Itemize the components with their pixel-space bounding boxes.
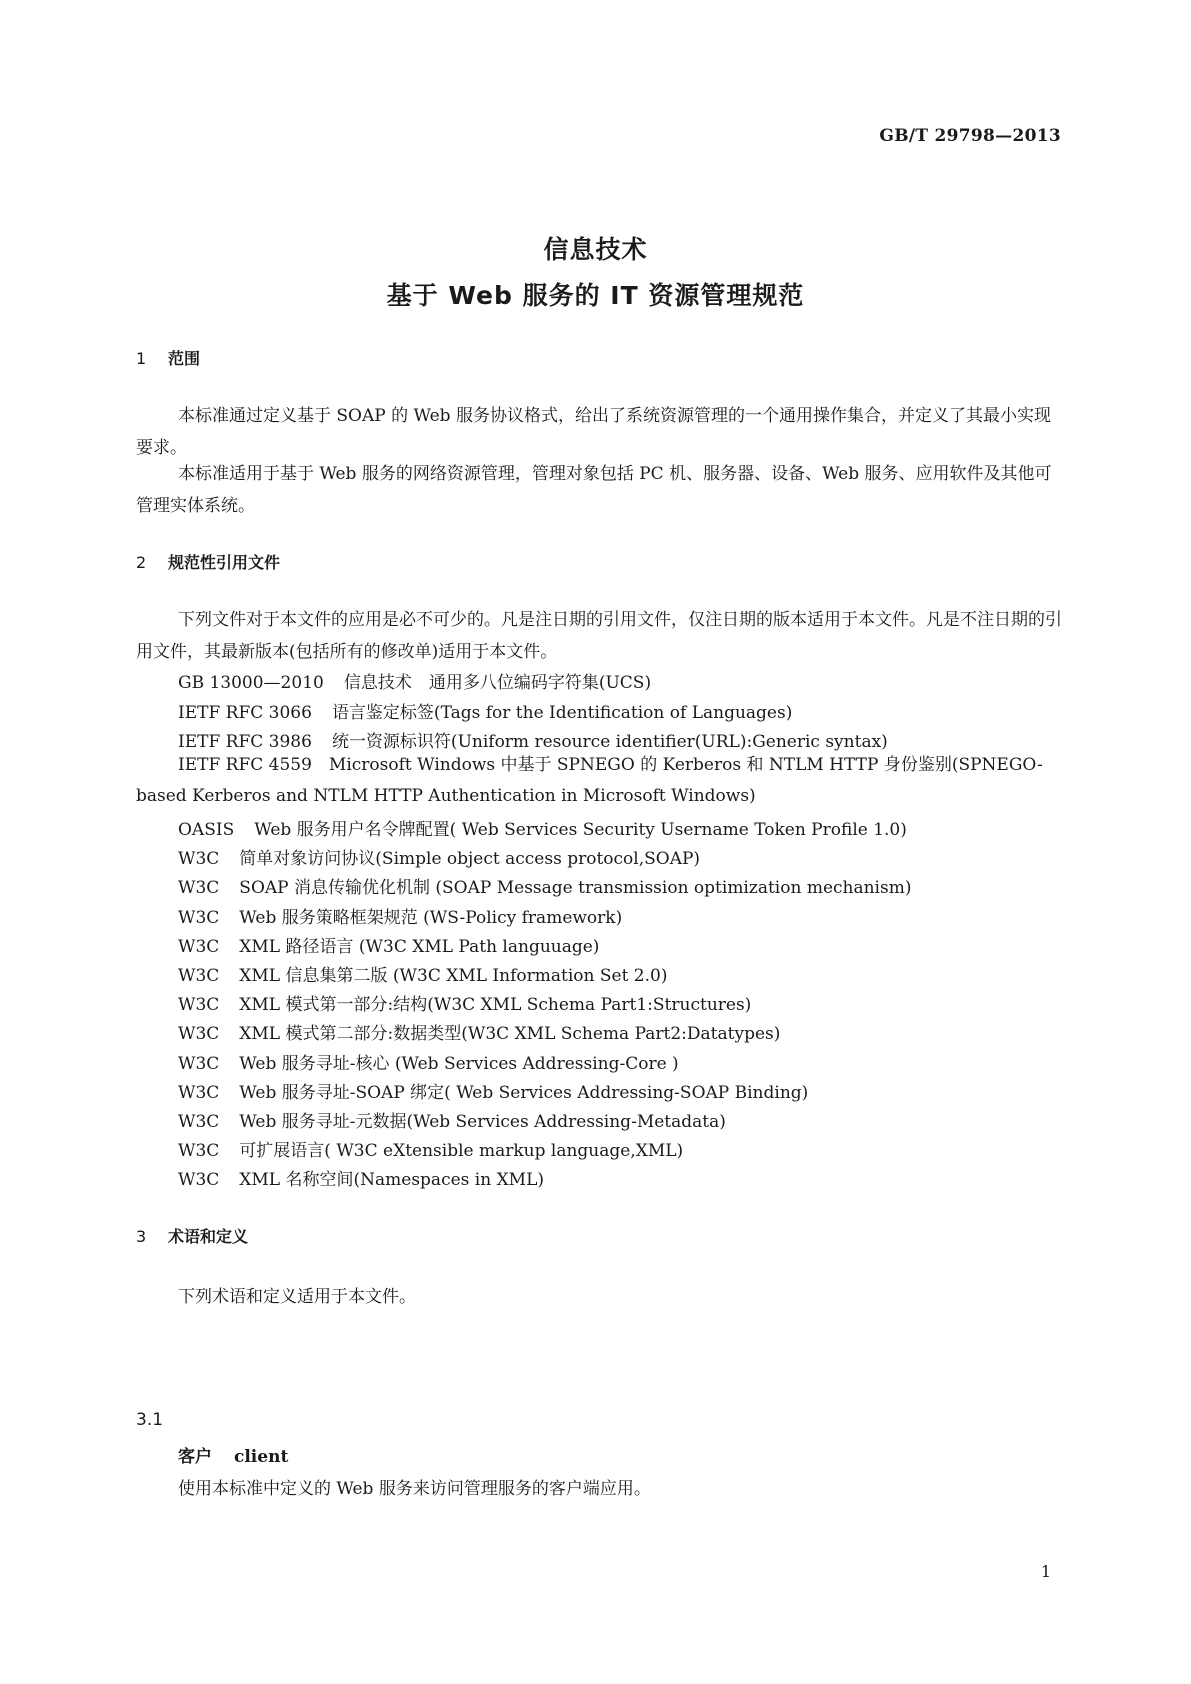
section-2-heading bbox=[136, 550, 280, 573]
reference-title: 可扩展语言( W3C eXtensible markup language,XML) bbox=[239, 1141, 684, 1161]
reference-title: Web 服务策略框架规范 (WS-Policy framework) bbox=[239, 908, 623, 928]
reference-title: XML 模式第一部分:结构(W3C XML Schema Part1:Structures) bbox=[239, 995, 752, 1015]
reference-code: W3C bbox=[178, 966, 220, 986]
reference-code: W3C bbox=[178, 1054, 220, 1074]
reference-code: W3C bbox=[178, 849, 220, 869]
reference-item bbox=[178, 844, 700, 869]
standard-number: GB/T 29798—2013 bbox=[879, 126, 1061, 146]
reference-code: W3C bbox=[178, 1141, 220, 1161]
term-definition: 使用本标准中定义的 Web 服务来访问管理服务的客户端应用。 bbox=[178, 1479, 651, 1499]
reference-item bbox=[178, 990, 751, 1015]
section-title: 规范性引用文件 bbox=[168, 553, 281, 572]
reference-item bbox=[178, 698, 792, 723]
reference-code: W3C bbox=[178, 878, 220, 898]
reference-title: Web 服务寻址-元数据(Web Services Addressing-Metadata) bbox=[239, 1112, 726, 1132]
reference-title: 统一资源标识符(Uniform resource identifier(URL):Generic syntax) bbox=[331, 732, 888, 752]
reference-title: Web 服务寻址-核心 (Web Services Addressing-Core ) bbox=[239, 1054, 679, 1074]
reference-item bbox=[178, 932, 599, 957]
reference-code: GB 13000—2010 bbox=[178, 673, 324, 693]
title-line-1: 信息技术 bbox=[543, 235, 648, 264]
reference-item bbox=[178, 727, 888, 752]
paragraph: 下列术语和定义适用于本文件。 bbox=[178, 1287, 416, 1307]
reference-item bbox=[178, 1165, 544, 1190]
reference-item bbox=[178, 1019, 780, 1044]
reference-item bbox=[178, 815, 907, 840]
reference-code: W3C bbox=[178, 1112, 220, 1132]
reference-title: XML 路径语言 (W3C XML Path languuage) bbox=[239, 937, 600, 957]
reference-item-long: IETF RFC 4559 Microsoft Windows 中基于 SPNEGO 的 Kerberos 和 NTLM HTTP 身份鉴别(SPNEGO-based Kerberos and NTLM HTTP Authentication in Microsoft Windows) bbox=[136, 755, 1043, 806]
section-title: 范围 bbox=[168, 349, 201, 368]
reference-item bbox=[178, 1136, 683, 1161]
reference-code: W3C bbox=[178, 995, 220, 1015]
reference-item bbox=[178, 668, 651, 693]
reference-title: Web 服务用户名令牌配置( Web Services Security Username Token Profile 1.0) bbox=[254, 820, 907, 840]
reference-title: XML 名称空间(Namespaces in XML) bbox=[239, 1170, 544, 1190]
reference-title: XML 信息集第二版 (W3C XML Information Set 2.0) bbox=[239, 966, 668, 986]
reference-item bbox=[178, 903, 622, 928]
reference-item bbox=[178, 873, 911, 898]
section-number: 2 bbox=[136, 553, 147, 572]
term-en: client bbox=[234, 1447, 289, 1467]
term-zh: 客户 bbox=[178, 1447, 212, 1467]
reference-title: Web 服务寻址-SOAP 绑定( Web Services Addressing-SOAP Binding) bbox=[239, 1083, 809, 1103]
page-number: 1 bbox=[1040, 1562, 1051, 1581]
term-entry bbox=[178, 1442, 288, 1467]
reference-title: 简单对象访问协议(Simple object access protocol,SOAP) bbox=[239, 849, 701, 869]
section-title: 术语和定义 bbox=[168, 1227, 249, 1246]
reference-item bbox=[178, 1107, 726, 1132]
reference-code: W3C bbox=[178, 908, 220, 928]
term-number: 3.1 bbox=[136, 1410, 164, 1430]
paragraph: 本标准适用于基于 Web 服务的网络资源管理，管理对象包括 PC 机、服务器、设备、Web 服务、应用软件及其他可管理实体系统。 bbox=[136, 464, 1052, 516]
reference-title: 语言鉴定标签(Tags for the Identification of Languages) bbox=[331, 703, 793, 723]
section-number: 3 bbox=[136, 1227, 147, 1246]
reference-code: W3C bbox=[178, 1083, 220, 1103]
section-1-heading bbox=[136, 346, 200, 369]
reference-item bbox=[178, 1078, 808, 1103]
reference-code: W3C bbox=[178, 1170, 220, 1190]
reference-title: 信息技术 通用多八位编码字符集(UCS) bbox=[343, 673, 652, 693]
reference-code: W3C bbox=[178, 937, 220, 957]
reference-code: IETF RFC 3986 bbox=[178, 732, 312, 752]
section-number: 1 bbox=[136, 349, 147, 368]
reference-code: OASIS bbox=[178, 820, 235, 840]
title-line-2: 基于 Web 服务的 IT 资源管理规范 bbox=[386, 281, 805, 310]
reference-title: SOAP 消息传输优化机制 (SOAP Message transmission optimization mechanism) bbox=[239, 878, 912, 898]
paragraph: 本标准通过定义基于 SOAP 的 Web 服务协议格式，给出了系统资源管理的一个通用操作集合，并定义了其最小实现要求。 bbox=[136, 406, 1051, 458]
reference-item bbox=[178, 961, 667, 986]
section-3-heading bbox=[136, 1224, 248, 1247]
reference-code: W3C bbox=[178, 1024, 220, 1044]
reference-title: XML 模式第二部分:数据类型(W3C XML Schema Part2:Datatypes) bbox=[239, 1024, 781, 1044]
reference-item bbox=[178, 1049, 679, 1074]
paragraph: 下列文件对于本文件的应用是必不可少的。凡是注日期的引用文件，仅注日期的版本适用于本文件。凡是不注日期的引用文件，其最新版本(包括所有的修改单)适用于本文件。 bbox=[136, 610, 1062, 662]
reference-code: IETF RFC 3066 bbox=[178, 703, 312, 723]
